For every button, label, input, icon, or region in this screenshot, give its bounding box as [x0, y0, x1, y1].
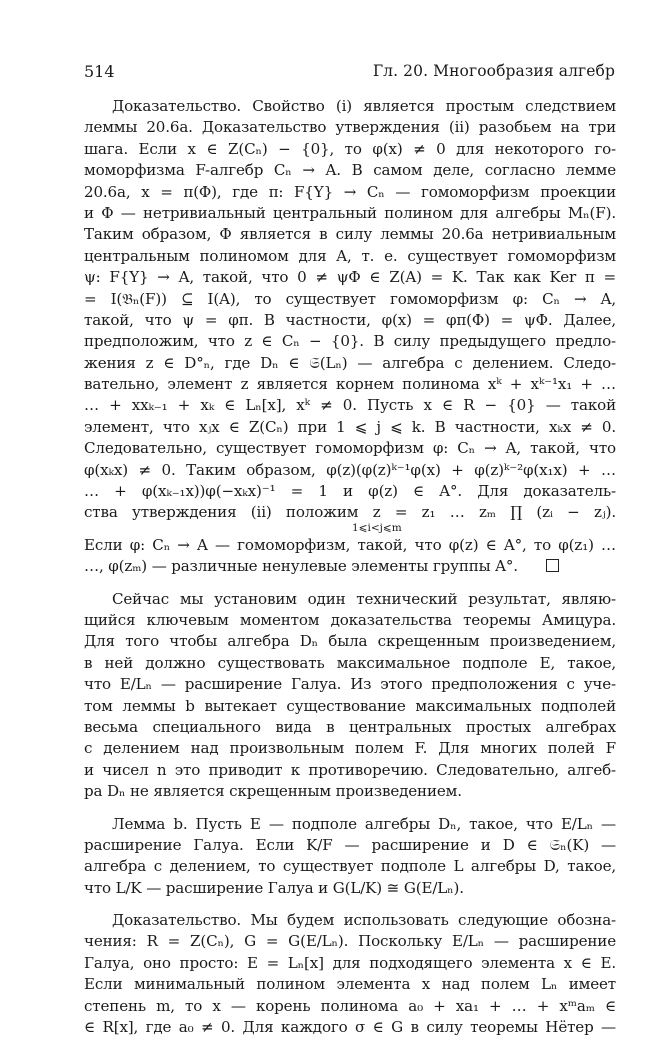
text-line: ψ: F{Y} → A, такой, что 0 ≠ ψΦ ∈ Z(A) = K. Так как Ker π =	[84, 268, 616, 287]
text-line: том леммы b вытекает существование максимальных подполей	[84, 696, 616, 715]
text-line: весьма специального вида в центральных простых алгебрах	[84, 717, 616, 736]
text-line: Доказательство. Мы будем использовать следующие обозна-	[112, 911, 616, 930]
text-line: ∈ R[x], где a₀ ≠ 0. Для каждого σ ∈ G в силу теоремы Нётер —	[84, 1018, 616, 1037]
lemma-b	[84, 814, 616, 900]
qed-square-icon	[546, 559, 559, 572]
text-paragraph-2	[84, 589, 616, 803]
text-line: степень m, то x — корень полинома a₀ + xa₁ + … + xᵐaₘ ∈	[84, 996, 616, 1015]
text-line: леммы 20.6а. Доказательство утверждения (ii) разобьем на три	[84, 118, 616, 137]
text-line: Доказательство. Свойство (i) является простым следствием	[112, 97, 616, 115]
text-line: предположим, что z ∈ Cₙ − {0}. В силу предыдущего предло-	[84, 332, 616, 351]
text-line: и Φ — нетривиальный центральный полином для алгебры Mₙ(F).	[84, 203, 616, 222]
page-number: 514	[84, 62, 115, 81]
text-line: в ней должно существовать максимальное подполе E, такое,	[84, 653, 616, 672]
running-head: Гл. 20. Многообразия алгебр	[372, 62, 615, 80]
text-line: … + φ(xₖ₋₁x))φ(−xₖx)⁻¹ = 1 и φ(z) ∈ A°. Для доказатель-	[84, 482, 616, 501]
text-line: ра Dₙ не является скрещенным произведением.	[84, 782, 462, 801]
text-line: шага. Если x ∈ Z(Cₙ) − {0}, то φ(x) ≠ 0 для некоторого го-	[84, 139, 616, 158]
text-line: расширение Галуа. Если K/F — расширение и D ∈ 𝔖ₙ(K) —	[84, 835, 616, 854]
text-line: Лемма b. Пусть E — подполе алгебры Dₙ, такое, что E/Lₙ —	[112, 814, 616, 833]
page-header	[84, 62, 615, 86]
text-line: Сейчас мы установим один технический результат, являю-	[112, 589, 616, 608]
text-line: моморфизма F-алгебр Cₙ → A. В самом деле, согласно лемме	[84, 161, 616, 180]
text-line: Таким образом, Φ является в силу леммы 20.6а нетривиальным	[84, 225, 616, 244]
text-line: 20.6а, x = π(Φ), где π: F{Y} → Cₙ — гомоморфизм проекции	[84, 182, 616, 201]
text-line: Если минимальный полином элемента x над полем Lₙ имеет	[84, 975, 616, 994]
text-line: Для того чтобы алгебра Dₙ была скрещенным произведением,	[84, 632, 616, 651]
text-line: …, φ(zₘ) — различные ненулевые элементы группы A°.	[84, 557, 518, 576]
text-line: щийся ключевым моментом доказательства теоремы Амицура.	[84, 610, 616, 629]
text-line: что L/K — расширение Галуа и G(L/K) ≅ G(E/Lₙ).	[84, 878, 464, 897]
text-line: Если φ: Cₙ → A — гомоморфизм, такой, что φ(z) ∈ A°, то φ(z₁) …	[84, 535, 616, 554]
text-line: и чисел n это приводит к противоречию. Следовательно, алгеб-	[84, 760, 616, 779]
text-line: элемент, что xⱼx ∈ Z(Cₙ) при 1 ⩽ j ⩽ k. В частности, xₖx ≠ 0.	[84, 417, 616, 436]
text-line: Галуа, оно просто: E = Lₙ[x] для подходящего элемента x ∈ E.	[84, 953, 616, 972]
text-line: центральным полиномом для A, т. е. существует гомоморфизм	[84, 246, 616, 265]
page-body	[84, 96, 616, 1038]
text-line-last	[84, 556, 616, 577]
text-line: вательно, элемент z является корнем полинома xᵏ + xᵏ⁻¹x₁ + …	[84, 375, 616, 394]
text-line: чения: R = Z(Cₙ), G = G(E/Lₙ). Поскольку E/Lₙ — расширение	[84, 932, 616, 951]
text-line: такой, что ψ = φπ. В частности, φ(x) = φπ(Φ) = ψΦ. Далее,	[84, 310, 616, 329]
text-line: φ(xₖx) ≠ 0. Таким образом, φ(z)(φ(z)ᵏ⁻¹φ(x) + φ(z)ᵏ⁻²φ(x₁x) + …	[84, 460, 616, 479]
text-line: = I(𝔅ₙ(F)) ⊆ I(A), то существует гомоморфизм φ: Cₙ → A,	[84, 289, 616, 308]
proof-paragraph-1	[84, 96, 616, 578]
text-line: жения z ∈ D°ₙ, где Dₙ ∈ 𝔖(Lₙ) — алгебра с делением. Следо-	[84, 353, 616, 372]
proof-paragraph-2	[84, 910, 616, 1038]
product-limits: 1⩽i<j⩽m	[352, 521, 402, 534]
text-line: … + xxₖ₋₁ + xₖ ∈ Lₙ[x], xᵏ ≠ 0. Пусть x ∈ R − {0} — такой	[84, 396, 616, 415]
text-line: с делением над произвольным полем F. Для многих полей F	[84, 739, 616, 758]
text-line: алгебра с делением, то существует подполе L алгебры D, такое,	[84, 857, 616, 876]
text-line: ства утверждения (ii) положим z = z₁ … zₘ ∏ (zᵢ − zⱼ).	[84, 503, 616, 522]
text-line: Следовательно, существует гомоморфизм φ: Cₙ → A, такой, что	[84, 439, 616, 458]
text-line: что E/Lₙ — расширение Галуа. Из этого предположения с уче-	[84, 675, 616, 694]
